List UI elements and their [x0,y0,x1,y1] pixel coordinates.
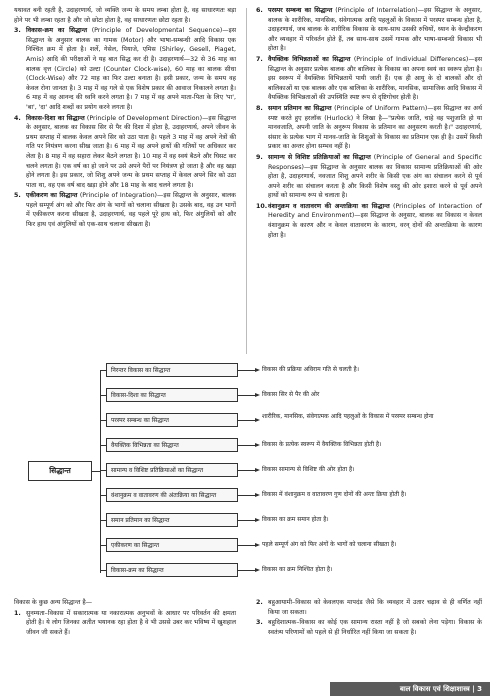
branch-description: विकास के प्रत्येक स्वरूप में वैयक्तिक विभिन्नता होती है। [262,441,382,448]
item-heading: वंशानुक्रम व वातावरण की अन्तःक्रिया का सिद्धान्त [268,202,390,210]
item-number: 1. [14,609,21,617]
branch-description: विकास की प्रक्रिया अविराम गति से चलती है। [262,366,360,373]
item-heading: परस्पर सम्बन्ध का सिद्धान्त [268,7,333,14]
item-heading: विकास-क्रम का सिद्धान्त [26,27,88,35]
branch-description: विकास में वंशानुक्रम व वातावरण गुण दोनों की अन्तः क्रिया होती है। [262,491,407,498]
other-principle-item-2 [256,598,482,617]
item-number: 4. [14,114,21,122]
left-column [14,6,236,231]
diagram-connector [92,471,100,472]
branch-box: समान प्रतिमान का सिद्धान्त [106,513,238,527]
branch-box: विकास-क्रम का सिद्धान्त [106,563,238,577]
arrow-head-icon [255,368,260,372]
arrow-head-icon [255,493,260,497]
item-text: बहुआयामी–विकास को केवलएक मापदंड जैसे कि व्यवहार में उतार चढ़ाव से ही वर्णित नहीं किया जा सकता। [268,599,482,616]
item-number: 9. [256,153,263,161]
item-heading: विकास-दिशा का सिद्धान्त [26,114,85,122]
principles-diagram [14,360,484,595]
branch-description: विकास सामान्य से विशिष्ट की ओर होता है। [262,466,355,473]
item-text: (Principle of Interrelation)—इस सिद्धान्त के अनुसार, बालक के शारीरिक, मानसिक, संवेगात्मक आदि पहलुओं के विकास में परस्पर सम्बन्ध होता है, उदाहरणार्थ, जब बालक के शारीरिक विकास के साथ-साथ उसकी रुचियों, ध्यान के केन्द्रीकरण और व्यवहार में परिवर्तन होते हैं, तब साथ-साथ उसमें गामक और भाषा-सम्बन्धी विकास भी होता है। [268,7,482,53]
branch-box: सामान्य व विशिष्ट प्रतिक्रियाओं का सिद्धान्त [106,463,238,477]
item-text: (Principle of Individual Differences)—इस सिद्धान्त के अनुसार प्रत्येक बालक और बालिका के विकास का अपना स्वयं का स्वरूप होता है। इस स्वरूप में वैयक्तिक विभिन्नतायें पायी जाती हैं। एक ही आयु के दो बालकों और दो बालिकाओं या एक बालक और एक बालिका के शारीरिक, मानसिक, सामाजिक आदि विकास में वैयक्तिक विभिन्नताओं की उपस्थिति स्पष्ट रूप से दृष्टिगोचर होती है। [268,55,482,102]
branch-box: वंशानुक्रम व वातावरण की अंतःक्रिया का सिद्धान्त [106,488,238,502]
item-heading: वैयक्तिक विभिन्नताओं का सिद्धान्त [268,55,351,63]
item-text: बहुदिशात्मक–विकास का कोई एक सामान्य रास्ता नहीं है जो सबको लेना पड़ेगा। विकास के स्वतंत्र्य परिणामों को पहले से ही निर्धारित नहीं किया जा सकता है। [268,619,482,636]
branch-box: निरन्तर विकास का सिद्धान्त [106,363,238,377]
principle-item-5 [14,191,236,229]
right-column [256,6,482,241]
item-text: (Principle of Development Direction)—इस सिद्धान्त के अनुसार, बालक का विकास सिर से पैर की दिशा में होता है, उदाहरणार्थ, अपने जीवन के प्रथम सप्ताह में बालक केवल अपने सिर को उठा पाता है। पहले 3 माह में वह अपने नेत्रों की गति पर नियंत्रण करना सीख जाता है। 6 माह में वह अपने हाथों की गतियों पर अधिकार कर लेता है। 8 माह में वह सहारा लेकर बैठने लगता है। 10 माह में वह स्वयं बैठने और घिसट कर चलने लगता है। एक वर्ष का हो जाने पर उसे अपने पैरों पर नियंत्रण हो जाता है और वह खड़ा होने लगता है। इस प्रकार, जो शिशु अपने जन्म के प्रथम सप्ताह में केवल अपने सिर को उठा पाता था, वह एक वर्ष बाद खड़ा होने और 18 माह के बाद चलने लगता है। [26,114,236,189]
left-intro-paragraph: यथावत बनी रहती है, उदाहरणार्थ, जो व्यक्ति जन्म के समय लम्बा होता है, वह साधारणतः बड़ा होने पर भी लम्बा रहता है और जो छोटा होता है, वह साधारणतः छोटा रहता है। [14,7,236,24]
item-number: 5. [14,192,21,200]
bottom-right-section [256,598,482,638]
item-text: (Principles of Interaction of Heredity and Environment)—इस सिद्धान्त के अनुसार, बालक का विकास न केवल वंशानुक्रम के कारण और न केवल वातावरण के कारण, वरन् दोनों की अन्तःक्रिया के कारण होता है। [268,202,482,239]
item-number: 2. [256,599,263,606]
principle-item-10 [256,202,482,240]
item-number: 6. [256,7,263,14]
page-footer: बाल विकास एवं शिक्षाशास्त्र | 3 [330,682,490,696]
item-number: 3. [14,27,21,35]
item-heading: सामान्य से विशिष्ट प्रतिक्रियाओं का सिद्धान्त [268,153,371,161]
bottom-left-section [14,598,236,638]
principle-item-4 [14,114,236,191]
item-heading: एकीकरण का सिद्धान्त [26,192,78,200]
principle-item-8 [256,104,482,152]
branch-box: परस्पर सम्बन्ध का सिद्धान्त [106,413,238,427]
arrow-head-icon [255,443,260,447]
item-number: 3. [256,619,263,627]
principle-item-6 [256,6,482,54]
other-principle-item-1 [14,609,236,638]
other-principle-item-3 [256,618,482,637]
other-principles-intro: विकास के कुछ अन्य सिद्धान्त है— [14,599,92,606]
branch-box: वैयक्तिक विभिन्नता का सिद्धान्त [106,438,238,452]
item-text: (Principle of General and Specific Responses)—इस सिद्धान्त के अनुसार बालक का विकास सामान्य प्रतिक्रियाओं की ओर होता है, उदाहरणार्थ, नवजात शिशु अपने शरीर के किसी एक अंग का संचालन करने से पूर्व अपने शरीर का संचालन करता है और किसी विशेष वस्तु की ओर इशारा करने से पूर्व अपने हाथों को सामान्य रूप से चलाता है। [268,153,482,200]
principle-item-7 [256,55,482,103]
item-text: (Principle of Uniform Pattern)—इस सिद्धान्त का अर्थ स्पष्ट करते हुए हरलॉक (Hurlock) ने लिखा है—"प्रत्येक जाति, चाहे वह पशुजाति हो या मानवजाति, अपनी जाति के अनुरूप विकास के प्रतिमान का अनुसरण करती है।" उदाहरणार्थ, संसार के प्रत्येक भाग में मानव-जाति के शिशुओं के विकास का प्रतिमान एक ही है। उसमें किसी प्रकार का अन्तर होना सम्भव नहीं है। [268,104,482,151]
branch-description: पहले सम्पूर्ण अंग को फिर अंगों के भागों को चलाना सीखता है। [262,541,397,548]
branch-box: एकीकरण का सिद्धान्त [106,538,238,552]
item-heading: समान प्रतिमान का सिद्धान्त [268,104,332,112]
column-divider [246,8,247,354]
diagram-vertical-bar [100,370,101,573]
arrow-head-icon [255,568,260,572]
branch-description: शारीरिक, मानसिक, संवेगात्मक आदि पहलुओं के विकास में परस्पर सम्बन्ध होना [262,413,434,420]
item-number: 10. [256,202,268,210]
branch-description: विकास का क्रम समान होता है। [262,516,329,523]
arrow-head-icon [255,393,260,397]
arrow-head-icon [255,543,260,547]
principle-item-9 [256,153,482,201]
branch-description: विकास सिर से पैर की ओर [262,391,320,398]
item-text: (Principle of Integration)—इस सिद्धान्त के अनुसार, बालक पहले सम्पूर्ण अंग को और फिर अंग के भागों को चलाना सीखता है। उसके बाद, वह उन भागों में एकीकरण करना सीखता है, उदाहरणार्थ, वह पहले पूरे हाथ को, फिर अंगुलियों को और फिर हाथ एवं अंगुलियों को एक-साथ चलाना सीखता है। [26,192,236,229]
item-number: 7. [256,55,263,63]
arrow-head-icon [255,518,260,522]
item-text: (Principle of Developmental Sequence)—इस सिद्धान्त के अनुसार बालक का गामक (Motor) और भाषा-सम्बन्धी आदि विकास एक निश्चित क्रम में होता है। शर्ले, गेसेल, पियाजे, एमिस (Shirley, Gesell, Piaget, Amis) आदि की परीक्षाओं ने यह बात सिद्ध कर दी है। उदाहरणार्थ—32 से 36 माह का बालक वृत्त (Circle) को उल्टा (Counter Clock-wise), 60 माह का बालक सीधा (Clock-Wise) और 72 माह का फिर उल्टा बनाता है। इसी प्रकार, जन्म के समय वह केवल रोना जानता है। 3 माह में वह गले से एक विशेष प्रकार की आवाज निकालने लगता है। 6 माह में वह आनन्द की ध्वनि करने लगता है। 7 माह में वह अपने माता-पिता के लिए 'पा', 'बा', 'दा' आदि शब्दों का प्रयोग करने लगता है। [26,27,236,111]
diagram-root-box: सिद्धान्त [28,461,92,481]
arrow-head-icon [255,468,260,472]
branch-box: विकास-दिशा का सिद्धान्त [106,388,238,402]
branch-description: विकास का क्रम निश्चित होता है। [262,566,333,573]
item-number: 8. [256,104,263,112]
principle-item-3 [14,26,236,112]
item-text: सुनम्यता–विकास में सकारात्मक या नकारात्मक अनुभवों के आधार पर परिवर्तन की क्षमता होती है। ये लोग जिनका अतीत भयानक रहा होता है वे भी उससे उबर कर भविष्य में खुशहाल जीवन जी सकते हैं। [26,609,236,636]
arrow-head-icon [255,418,260,422]
